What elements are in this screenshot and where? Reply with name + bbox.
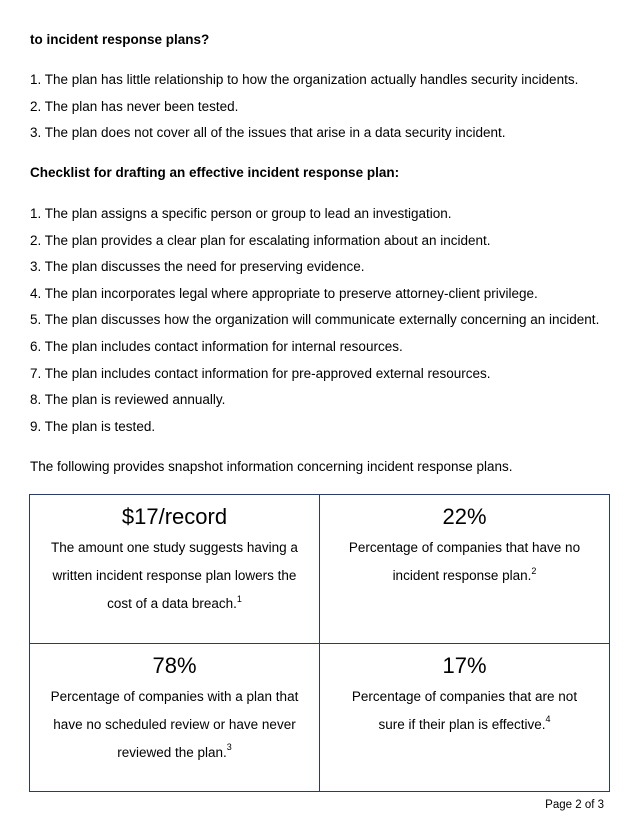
snapshot-intro: The following provides snapshot information concerning incident response plans.: [30, 459, 513, 474]
stat-cell-no-review: [30, 643, 320, 792]
footnote-ref: 2: [531, 565, 537, 576]
list-item: 3. The plan does not cover all of the issues that arise in a data security incident.: [30, 125, 506, 141]
stat-value: 78%: [152, 652, 197, 678]
stats-table: [29, 494, 610, 792]
list-item: 4. The plan incorporates legal where appropriate to preserve attorney-client privilege.: [30, 285, 538, 301]
checklist-list: [30, 206, 599, 445]
list-item: 3. The plan discusses the need for preserving evidence.: [30, 259, 365, 275]
list-item: 5. The plan discusses how the organization will communicate externally concerning an incident.: [30, 312, 600, 328]
list-item: 7. The plan includes contact information for pre-approved external resources.: [30, 365, 491, 381]
footnote-ref: 3: [226, 742, 232, 752]
stat-description: Percentage of companies that are not sure if their plan is effective.$^4$: [351, 688, 578, 732]
stat-value: 17%: [442, 652, 487, 678]
list-item: 9. The plan is tested.: [30, 418, 156, 434]
section-heading-checklist: Checklist for drafting an effective incident response plan:: [30, 165, 400, 180]
page-number: Page 2 of 3: [545, 799, 604, 811]
stat-cell-cost: [30, 495, 320, 644]
list-item: 8. The plan is reviewed annually.: [30, 392, 226, 408]
stat-description: Percentage of companies with a plan that have no scheduled review or have never reviewed the plan.$^3$: [50, 688, 299, 760]
stat-cell-not-sure: [320, 643, 610, 792]
list-item: 1. The plan assigns a specific person or group to lead an investigation.: [30, 206, 452, 221]
problems-list: [30, 72, 578, 152]
list-item: 2. The plan provides a clear plan for escalating information about an incident.: [30, 232, 491, 248]
footnote-ref: 4: [545, 714, 551, 724]
stat-value: 22%: [442, 504, 487, 529]
list-item: 6. The plan includes contact information for internal resources.: [30, 338, 403, 354]
list-item: 2. The plan has never been tested.: [30, 98, 239, 114]
section-heading-problems: to incident response plans?: [30, 32, 210, 47]
list-item: 1. The plan has little relationship to how the organization actually handles security incidents.: [30, 72, 579, 87]
stat-cell-no-plan: [320, 495, 610, 644]
footnote-ref: 1: [236, 593, 242, 604]
stat-description: Percentage of companies that have no incident response plan.$^2$: [348, 540, 581, 583]
stat-description: The amount one study suggests having a written incident response plan lowers the cost of a data breach.$^1$: [51, 540, 298, 611]
stat-value: $17/record: [121, 504, 228, 529]
